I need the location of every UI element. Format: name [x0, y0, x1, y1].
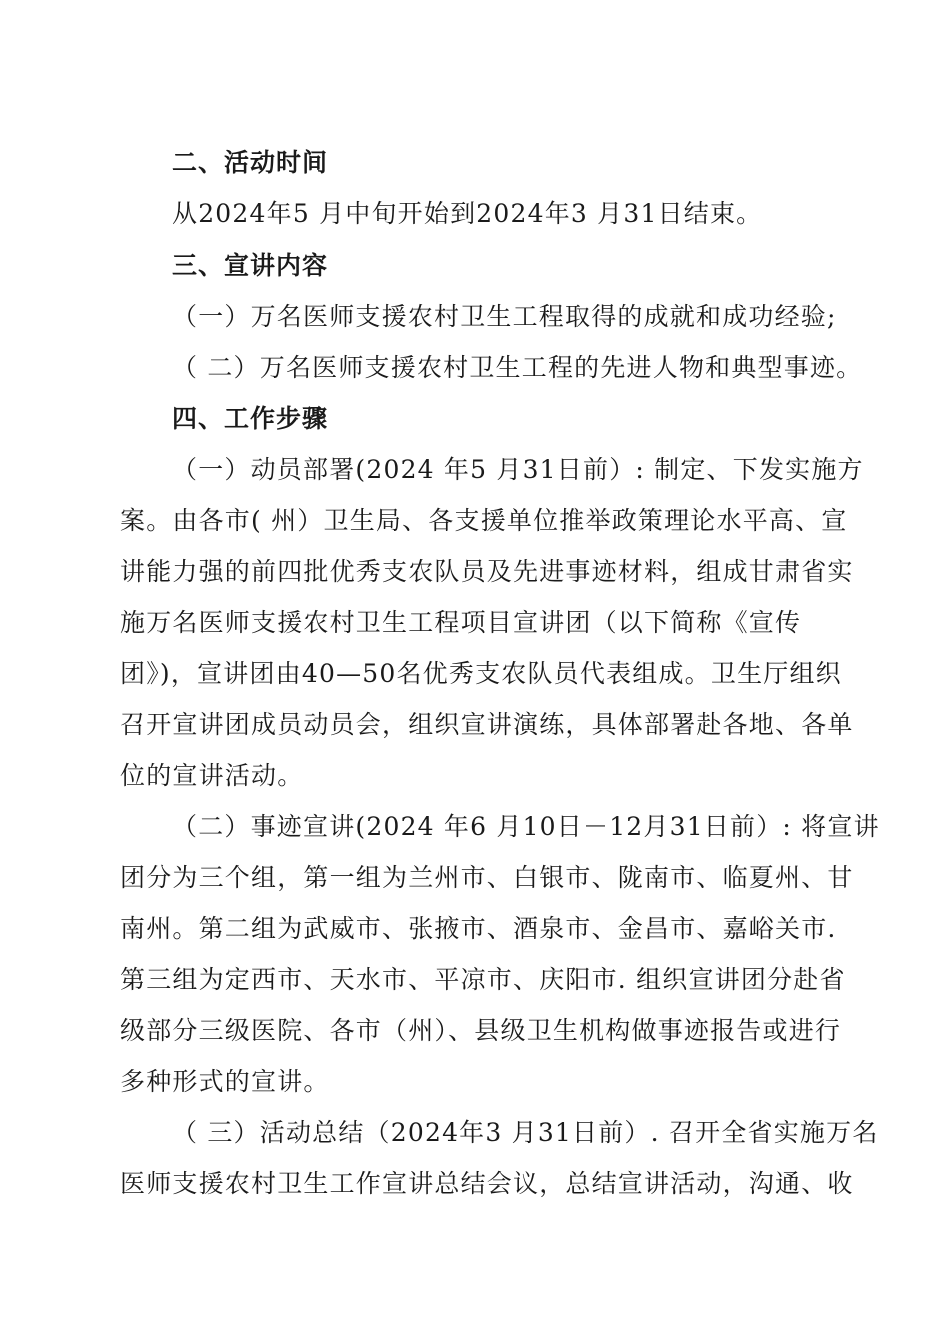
- paragraph-line: （ 三）活动总结（2024年3 月31日前）. 召开全省实施万名: [172, 1118, 879, 1147]
- paragraph-line: （ 二）万名医师支援农村卫生工程的先进人物和典型事迹。: [172, 353, 863, 382]
- paragraph-line: （二）事迹宣讲(2024 年6 月10日－12月31日前）: 将宣讲: [172, 812, 880, 841]
- paragraph-line: 南州。第二组为武威市、张掖市、酒泉市、金昌市、嘉峪关市.: [120, 914, 837, 943]
- paragraph-line: （一）动员部署(2024 年5 月31日前）: 制定、下发实施方: [172, 455, 864, 484]
- paragraph-line: 位的宣讲活动。: [120, 761, 304, 790]
- paragraph-line: 施万名医师支援农村卫生工程项目宣讲团（以下简称《宣传: [120, 608, 802, 637]
- paragraph-line: 团分为三个组，第一组为兰州市、白银市、陇南市、临夏州、甘: [120, 863, 854, 892]
- section-heading-content: 三、宣讲内容: [172, 251, 329, 280]
- paragraph-line: 第三组为定西市、天水市、平凉市、庆阳市. 组织宣讲团分赴省: [120, 965, 846, 994]
- paragraph-line: 级部分三级医院、各市（州）、县级卫生机构做事迹报告或进行: [120, 1016, 842, 1045]
- paragraph-line: 讲能力强的前四批优秀支农队员及先进事迹材料，组成甘肃省实: [120, 557, 854, 586]
- paragraph-line: 案。由各市( 州）卫生局、各支援单位推举政策理论水平高、宣: [120, 506, 848, 535]
- paragraph-line: 医师支援农村卫生工作宣讲总结会议，总结宣讲活动，沟通、收: [120, 1169, 854, 1198]
- section-heading-steps: 四、工作步骤: [172, 404, 329, 433]
- section-heading-activity-time: 二、活动时间: [172, 148, 329, 177]
- paragraph-line: 多种形式的宣讲。: [120, 1067, 330, 1096]
- paragraph-line: 从2024年5 月中旬开始到2024年3 月31日结束。: [172, 199, 763, 228]
- paragraph-line: （一）万名医师支援农村卫生工程取得的成就和成功经验;: [172, 302, 837, 331]
- paragraph-line: 召开宣讲团成员动员会，组织宣讲演练，具体部署赴各地、各单: [120, 710, 854, 739]
- paragraph-line: 团》)，宣讲团由40—50名优秀支农队员代表组成。卫生厅组织: [120, 659, 842, 688]
